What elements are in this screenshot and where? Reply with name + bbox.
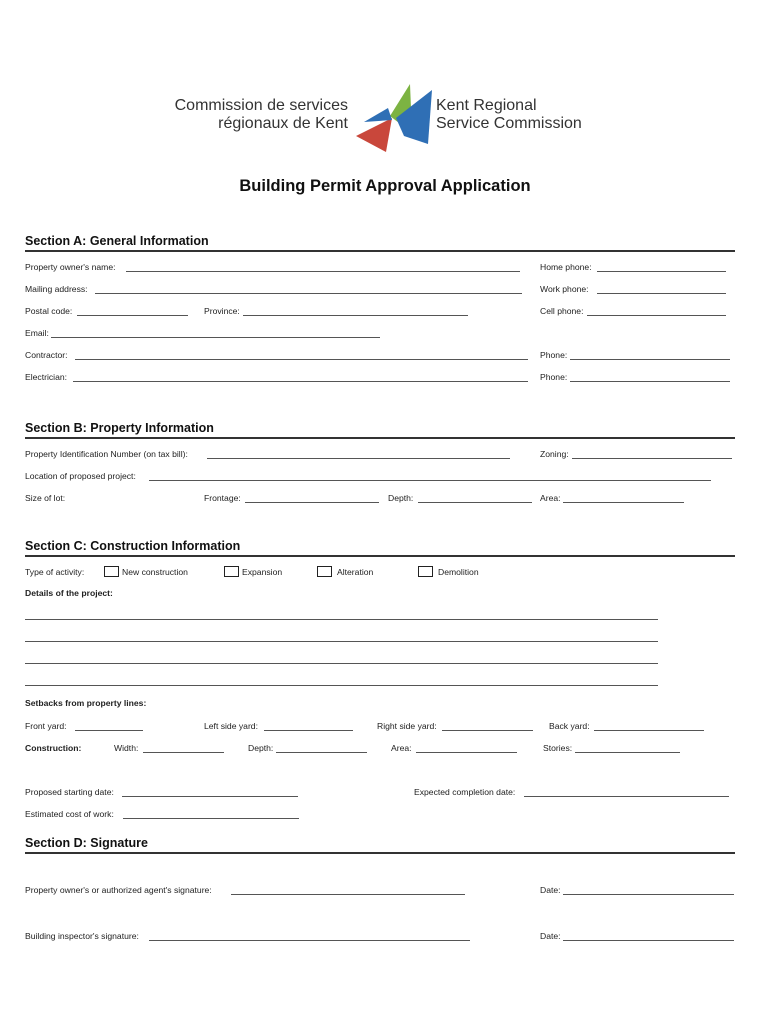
logo-red-shape	[356, 118, 392, 152]
section-a-heading: Section A: General Information	[25, 234, 209, 248]
home-phone-field[interactable]	[597, 271, 726, 272]
section-c-heading: Section C: Construction Information	[25, 539, 241, 553]
details-line-1[interactable]	[25, 619, 658, 620]
work-phone-label: Work phone:	[540, 284, 589, 294]
expansion-label: Expansion	[242, 567, 283, 577]
depth-label: Depth:	[388, 493, 414, 503]
lot-size-label: Size of lot:	[25, 493, 66, 503]
org-name-en	[436, 97, 582, 133]
province-label: Province:	[204, 306, 240, 316]
contractor-phone-label: Phone:	[540, 350, 568, 360]
width-field[interactable]	[143, 752, 224, 753]
area-label: Area:	[540, 493, 561, 503]
new-construction-checkbox[interactable]	[104, 566, 119, 577]
construction-depth-field[interactable]	[276, 752, 367, 753]
area-field[interactable]	[563, 502, 684, 503]
stories-field[interactable]	[575, 752, 680, 753]
expansion-checkbox[interactable]	[224, 566, 239, 577]
start-date-field[interactable]	[122, 796, 298, 797]
work-phone-field[interactable]	[597, 293, 726, 294]
left-side-yard-field[interactable]	[264, 730, 353, 731]
org-name-fr	[152, 97, 348, 133]
construction-label: Construction:	[25, 743, 82, 753]
right-side-yard-field[interactable]	[442, 730, 533, 731]
owner-signature-field[interactable]	[231, 894, 465, 895]
postal-code-field[interactable]	[77, 315, 188, 316]
section-b-heading: Section B: Property Information	[25, 421, 214, 435]
frontage-field[interactable]	[245, 502, 379, 503]
section-d-heading: Section D: Signature	[25, 836, 148, 850]
construction-depth-label: Depth:	[248, 743, 274, 753]
electrician-phone-field[interactable]	[570, 381, 730, 382]
frontage-label: Frontage:	[204, 493, 241, 503]
estimated-cost-label: Estimated cost of work:	[25, 809, 114, 819]
details-line-4[interactable]	[25, 685, 658, 686]
logo-blue-wing	[364, 108, 392, 122]
commission-logo	[352, 78, 436, 156]
back-yard-label: Back yard:	[549, 721, 590, 731]
electrician-label: Electrician:	[25, 372, 68, 382]
electrician-field[interactable]	[73, 381, 528, 382]
org-name-fr-line2: régionaux de Kent	[218, 115, 348, 132]
front-yard-label: Front yard:	[25, 721, 67, 731]
inspector-signature-label: Building inspector's signature:	[25, 931, 139, 941]
completion-date-field[interactable]	[524, 796, 729, 797]
mailing-address-field[interactable]	[95, 293, 522, 294]
cell-phone-field[interactable]	[587, 315, 726, 316]
right-side-yard-label: Right side yard:	[377, 721, 437, 731]
completion-date-label: Expected completion date:	[414, 787, 516, 797]
zoning-field[interactable]	[572, 458, 732, 459]
org-name-en-line1: Kent Regional	[436, 97, 537, 114]
pid-field[interactable]	[207, 458, 510, 459]
pid-label: Property Identification Number (on tax bill):	[25, 449, 188, 459]
province-field[interactable]	[243, 315, 468, 316]
org-name-en-line2: Service Commission	[436, 115, 582, 132]
setbacks-label: Setbacks from property lines:	[25, 698, 147, 708]
demolition-checkbox[interactable]	[418, 566, 433, 577]
section-c-rule	[25, 555, 735, 557]
new-construction-label: New construction	[122, 567, 188, 577]
details-label: Details of the project:	[25, 588, 113, 598]
email-field[interactable]	[51, 337, 380, 338]
contractor-phone-field[interactable]	[570, 359, 730, 360]
start-date-label: Proposed starting date:	[25, 787, 114, 797]
left-side-yard-label: Left side yard:	[204, 721, 258, 731]
cell-phone-label: Cell phone:	[540, 306, 584, 316]
front-yard-field[interactable]	[75, 730, 143, 731]
depth-field[interactable]	[418, 502, 532, 503]
zoning-label: Zoning:	[540, 449, 569, 459]
page-title: Building Permit Approval Application	[239, 177, 531, 195]
alteration-checkbox[interactable]	[317, 566, 332, 577]
contractor-field[interactable]	[75, 359, 528, 360]
alteration-label: Alteration	[337, 567, 374, 577]
width-label: Width:	[114, 743, 139, 753]
section-b-rule	[25, 437, 735, 439]
owner-name-field[interactable]	[126, 271, 520, 272]
demolition-label: Demolition	[438, 567, 479, 577]
stories-label: Stories:	[543, 743, 573, 753]
owner-name-label: Property owner's name:	[25, 262, 116, 272]
section-a-rule	[25, 250, 735, 252]
back-yard-field[interactable]	[594, 730, 704, 731]
inspector-signature-field[interactable]	[149, 940, 470, 941]
owner-date-label: Date:	[540, 885, 561, 895]
owner-date-field[interactable]	[563, 894, 734, 895]
construction-area-label: Area:	[391, 743, 412, 753]
details-line-3[interactable]	[25, 663, 658, 664]
location-label: Location of proposed project:	[25, 471, 136, 481]
inspector-date-label: Date:	[540, 931, 561, 941]
construction-area-field[interactable]	[416, 752, 517, 753]
org-name-fr-line1: Commission de services	[174, 97, 348, 114]
contractor-label: Contractor:	[25, 350, 68, 360]
type-of-activity-label: Type of activity:	[25, 567, 85, 577]
section-d-rule	[25, 852, 735, 854]
email-label: Email:	[25, 328, 49, 338]
postal-code-label: Postal code:	[25, 306, 73, 316]
home-phone-label: Home phone:	[540, 262, 592, 272]
details-line-2[interactable]	[25, 641, 658, 642]
estimated-cost-field[interactable]	[123, 818, 299, 819]
owner-signature-label: Property owner's or authorized agent's signature:	[25, 885, 212, 895]
location-field[interactable]	[149, 480, 711, 481]
electrician-phone-label: Phone:	[540, 372, 568, 382]
inspector-date-field[interactable]	[563, 940, 734, 941]
mailing-address-label: Mailing address:	[25, 284, 88, 294]
